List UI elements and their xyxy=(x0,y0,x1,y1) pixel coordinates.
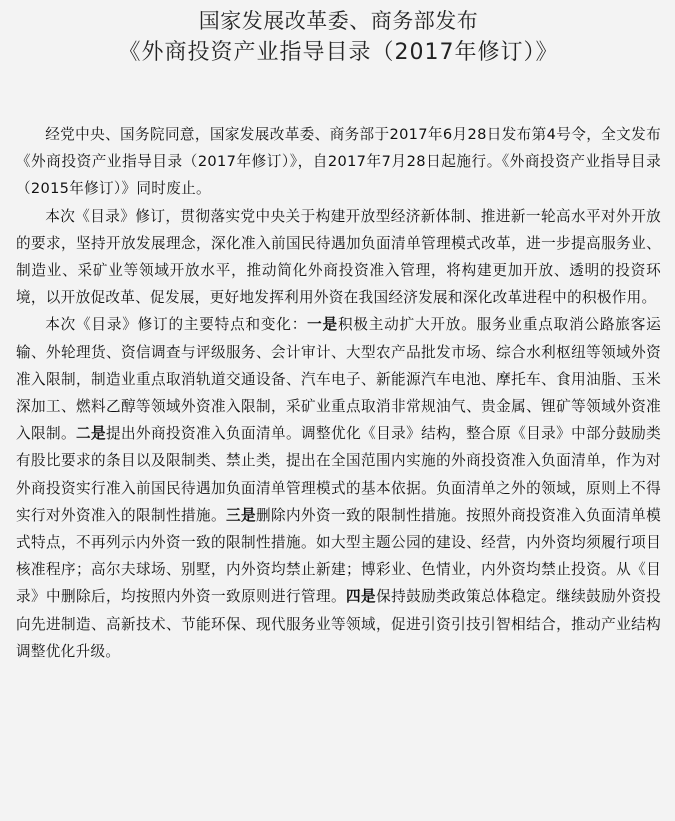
point-3-text: 删除内外资一致的限制性措施。按照外商投资准入负面清单模式特点，不再列示内外资一致的限制性措施。如大型主题公园的建设、经营，内外资均须履行项目核准程序；高尔夫球场、别墅，内外资均禁止新建；博彩业、色情业，内外资均禁止投资。从《目录》中删除后，均按照内外资一致原则进行管理。 xyxy=(16,506,661,606)
title-line-2: 《外商投资产业指导目录（2017年修订）》 xyxy=(118,40,559,65)
point-2-text: 提出外商投资准入负面清单。调整优化《目录》结构，整合原《目录》中部分鼓励类有股比要求的条目以及限制类、禁止类，提出在全国范围内实施的外商投资准入负面清单，作为对外商投资实行准入前国民待遇加负面清单管理模式的基本依据。负面清单之外的领域，原则上不得实行对外资准入的限制性措施。 xyxy=(16,425,662,524)
paragraph-1: 经党中央、国务院同意，国家发展改革委、商务部于2017年6月28日发布第4号令，全文发布《外商投资产业指导目录（2017年修订）》，自2017年7月28日起施行。《外商投资产业指导目录（2015年修订）》同时废止。 xyxy=(16,126,661,198)
article-body xyxy=(16,121,661,665)
paragraph-2: 本次《目录》修订，贯彻落实党中央关于构建开放型经济新体制、推进新一轮高水平对外开放的要求，坚持开放发展理念，深化准入前国民待遇加负面清单管理模式改革，进一步提高服务业、制造业、采矿业等领域开放水平，推动简化外商投资准入管理，将构建更加开放、透明的投资环境，以开放促改革、促发展，更好地发挥利用外资在我国经济发展和深化改革进程中的积极作用。 xyxy=(16,207,661,307)
article-title xyxy=(16,0,661,68)
title-line-1: 国家发展改革委、商务部发布 xyxy=(198,9,479,33)
point-1-label: 一是 xyxy=(307,316,338,334)
point-1-text: 积极主动扩大开放。服务业重点取消公路旅客运输、外轮理货、资信调查与评级服务、会计审计、大型农产品批发市场、综合水利枢纽等领域外资准入限制，制造业重点取消轨道交通设备、汽车电子、新能源汽车电池、摩托车、食用油脂、玉米深加工、燃料乙醇等领域外资准入限制，采矿业重点取消非常规油气、贵金属、锂矿等领域外资准入限制。 xyxy=(16,316,661,443)
point-2-label: 二是 xyxy=(76,425,107,443)
point-4-text: 保持鼓励类政策总体稳定。继续鼓励外资投向先进制造、高新技术、节能环保、现代服务业等领域，促进引资引技引智相结合，推动产业结构调整优化升级。 xyxy=(16,588,661,660)
point-4-label: 四是 xyxy=(346,588,377,606)
paragraph-3 xyxy=(16,311,661,665)
point-3-label: 三是 xyxy=(226,506,257,524)
paragraph-3-intro: 本次《目录》修订的主要特点和变化： xyxy=(45,316,308,334)
